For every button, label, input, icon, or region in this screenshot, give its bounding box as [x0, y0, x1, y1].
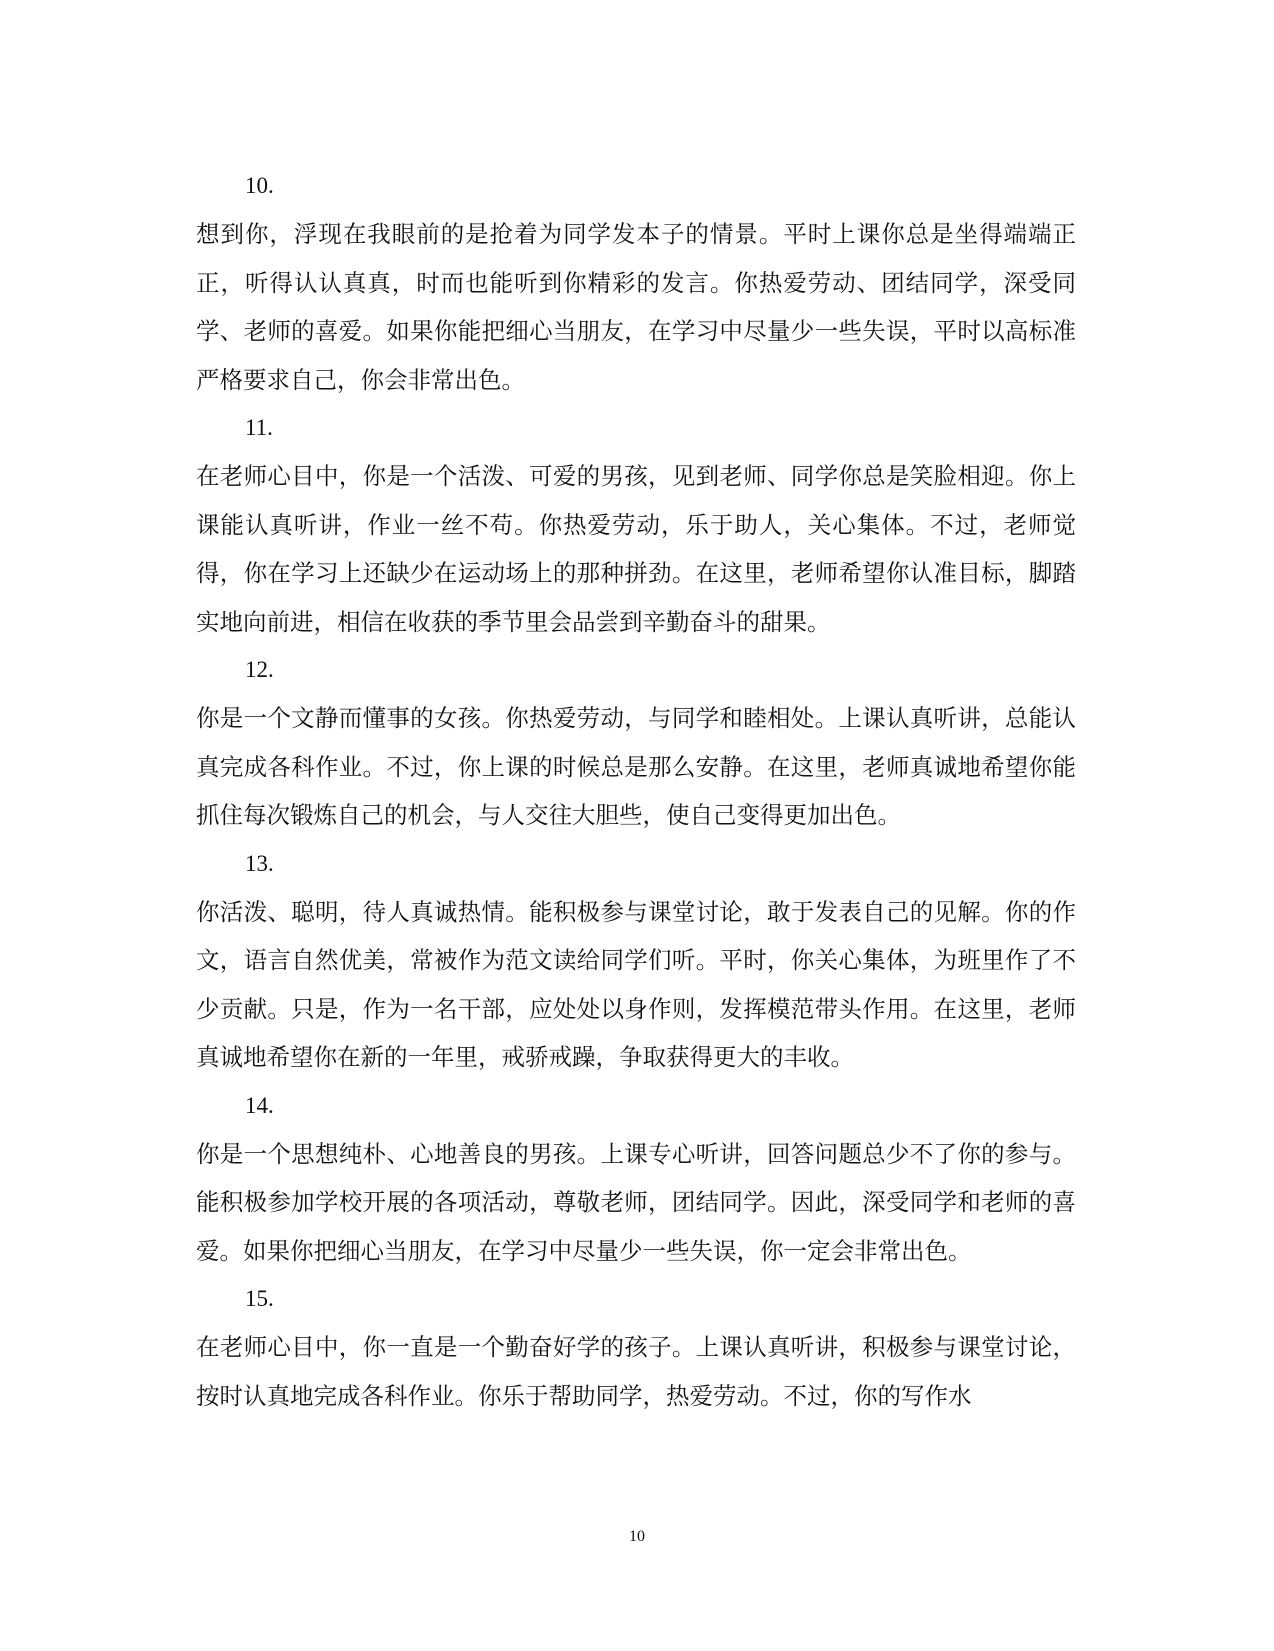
- comment-entry-13: [196, 840, 1076, 1082]
- document-body: [196, 162, 1076, 1420]
- entry-text: 在老师心目中，你是一个活泼、可爱的男孩，见到老师、同学你总是笑脸相迎。你上课能认真听讲，作业一丝不苟。你热爱劳动，乐于助人，关心集体。不过，老师觉得，你在学习上还缺少在运动场上的那种拼劲。在这里，老师希望你认准目标，脚踏实地向前进，相信在收获的季节里会品尝到辛勤奋斗的甜果。: [196, 462, 1076, 636]
- page-number: 10: [629, 1528, 645, 1545]
- comment-entry-14: [196, 1082, 1076, 1276]
- comment-entry-15: [196, 1275, 1076, 1420]
- comment-entry-11: [196, 404, 1076, 646]
- entry-number: 15.: [245, 1286, 274, 1311]
- entry-text: 你活泼、聪明，待人真诚热情。能积极参与课堂讨论，敢于发表自己的见解。你的作文，语言自然优美，常被作为范文读给同学们听。平时，你关心集体，为班里作了不少贡献。只是，作为一名干部，应处处以身作则，发挥模范带头作用。在这里，老师真诚地希望你在新的一年里，戒骄戒躁，争取获得更大的丰收。: [196, 897, 1076, 1071]
- entry-text: 你是一个思想纯朴、心地善良的男孩。上课专心听讲，回答问题总少不了你的参与。能积极参加学校开展的各项活动，尊敬老师，团结同学。因此，深受同学和老师的喜爱。如果你把细心当朋友，在学习中尽量少一些失误，你一定会非常出色。: [196, 1139, 1076, 1265]
- entry-number: 11.: [245, 415, 273, 440]
- entry-number: 13.: [245, 850, 274, 876]
- entry-text: 想到你，浮现在我眼前的是抢着为同学发本子的情景。平时上课你总是坐得端端正正，听得认认真真，时而也能听到你精彩的发言。你热爱劳动、团结同学，深受同学、老师的喜爱。如果你能把细心当朋友，在学习中尽量少一些失误，平时以高标准严格要求自己，你会非常出色。: [196, 220, 1076, 394]
- entry-number: 12.: [245, 657, 274, 682]
- entry-text: 你是一个文静而懂事的女孩。你热爱劳动，与同学和睦相处。上课认真听讲，总能认真完成各科作业。不过，你上课的时候总是那么安静。在这里，老师真诚地希望你能抓住每次锻炼自己的机会，与人交往大胆些，使自己变得更加出色。: [196, 704, 1076, 829]
- comment-entry-12: [196, 646, 1076, 840]
- entry-number: 10.: [245, 173, 274, 198]
- entry-text: 在老师心目中，你一直是一个勤奋好学的孩子。上课认真听讲，积极参与课堂讨论，按时认真地完成各科作业。你乐于帮助同学，热爱劳动。不过，你的写作水: [196, 1333, 1076, 1410]
- entry-number: 14.: [245, 1092, 274, 1118]
- comment-entry-10: [196, 162, 1076, 404]
